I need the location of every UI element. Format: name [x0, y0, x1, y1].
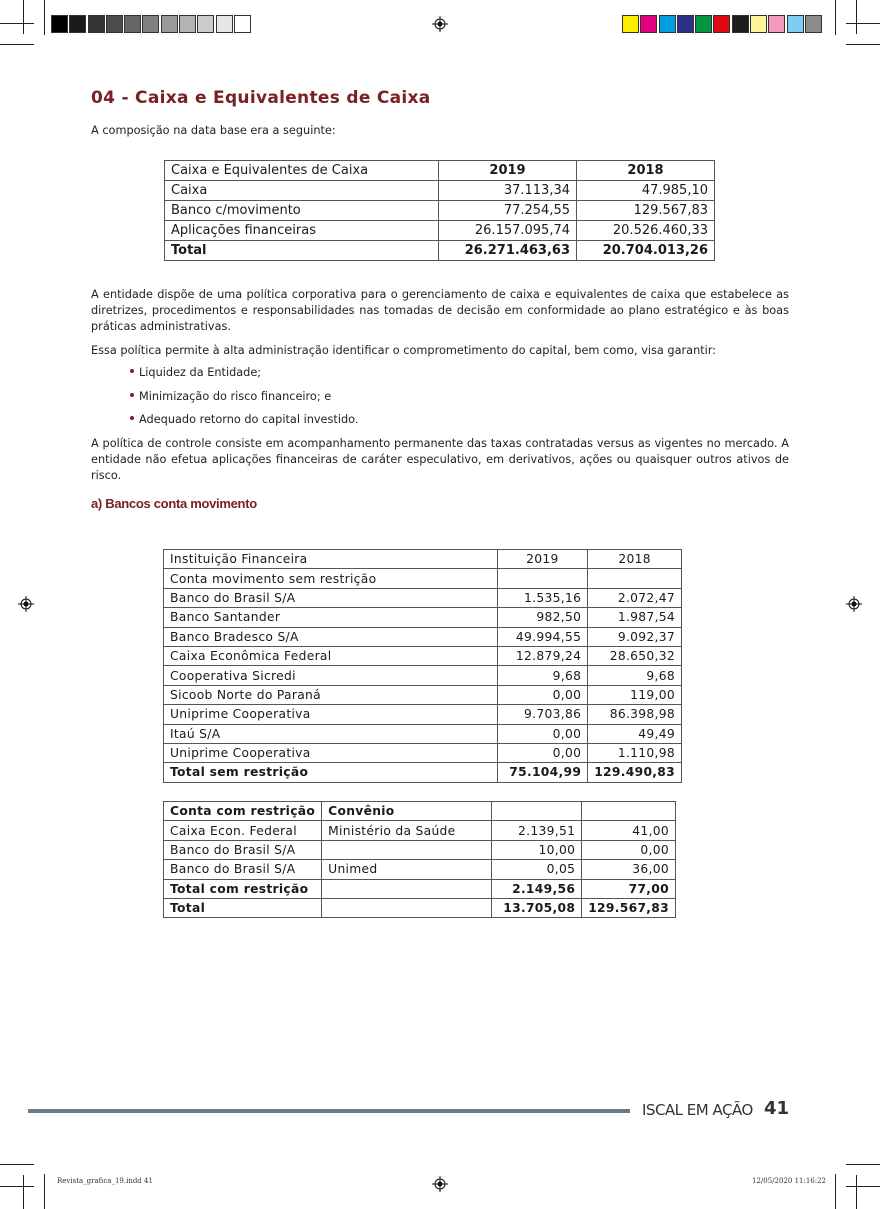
table-header-cell: Caixa e Equivalentes de Caixa: [165, 161, 439, 181]
crop-mark: [0, 23, 34, 24]
table-row: [164, 840, 676, 859]
table-row: [164, 705, 682, 724]
table-cell: 10,00: [491, 840, 581, 859]
policy-paragraph: A entidade dispõe de uma política corporativa para o gerenciamento de caixa e equivalentes de caixa que estabelece as diretrizes, procedimentos e responsabilidades nas tomadas de decisão em conformidade ao plano estratégico e às boas práticas administrativas.: [91, 288, 789, 333]
color-swatch: [640, 15, 657, 33]
color-swatch: [677, 15, 694, 33]
table-cell: 9.703,86: [497, 705, 588, 724]
table-cell: 129.490,83: [588, 763, 682, 782]
table-row: [164, 821, 676, 840]
table-cell: 1.987,54: [588, 608, 682, 627]
table-cell: 26.271.463,63: [439, 241, 577, 261]
color-bar: [622, 15, 823, 35]
table-cell: 41,00: [582, 821, 676, 840]
table-cell: [588, 569, 682, 588]
banks-table: [163, 549, 682, 783]
list-item: [130, 389, 358, 413]
table-header-cell: 2019: [439, 161, 577, 181]
table-cell: Cooperativa Sicredi: [164, 666, 498, 685]
subsection-heading: a) Bancos conta movimento: [91, 496, 257, 511]
table-cell: Uniprime Cooperativa: [164, 743, 498, 762]
table-cell: 2.072,47: [588, 588, 682, 607]
table-cell: 119,00: [588, 685, 682, 704]
list-item: [130, 412, 358, 436]
color-swatch: [659, 15, 676, 33]
list-item-text: Liquidez da Entidade;: [139, 366, 262, 379]
color-swatch: [732, 15, 749, 33]
table-row: [164, 724, 682, 743]
crop-mark: [846, 23, 880, 24]
crop-mark: [0, 1186, 34, 1187]
table-row: [164, 743, 682, 762]
table-header-cell: [491, 802, 581, 821]
table-cell: Total: [165, 241, 439, 261]
table-cell: 129.567,83: [577, 201, 715, 221]
table-row: [164, 860, 676, 879]
crop-mark: [44, 1174, 45, 1209]
table-header-cell: 2019: [497, 550, 588, 569]
table-cell: 982,50: [497, 608, 588, 627]
table-cell: 75.104,99: [497, 763, 588, 782]
crop-mark: [23, 1175, 24, 1209]
bullet-list: [130, 365, 358, 436]
registration-mark-icon: [18, 596, 34, 612]
color-swatch: [622, 15, 639, 33]
table-header-cell: 2018: [588, 550, 682, 569]
table-cell: 2.139,51: [491, 821, 581, 840]
table-header-row: [164, 550, 682, 569]
permits-paragraph: Essa política permite à alta administração identificar o comprometimento do capital, bem como, visa garantir:: [91, 344, 717, 357]
table-cell: 49,49: [588, 724, 682, 743]
table-cell: Sicoob Norte do Paraná: [164, 685, 498, 704]
table-header-cell: Conta com restrição: [164, 802, 322, 821]
table-cell: Total: [164, 898, 322, 917]
table-cell: Caixa: [165, 181, 439, 201]
table-cell: [322, 840, 492, 859]
table-cell: Uniprime Cooperativa: [164, 705, 498, 724]
table-cell: Banco do Brasil S/A: [164, 860, 322, 879]
control-paragraph: A política de controle consiste em acompanhamento permanente das taxas contratadas versus as vigentes no mercado. A entidade não efetua aplicações financeiras de caráter especulativo, em derivativos, ações ou quaisquer outros ativos de risco.: [91, 437, 789, 482]
registration-mark-icon: [432, 16, 448, 32]
section-title: 04 - Caixa e Equivalentes de Caixa: [91, 88, 431, 108]
crop-mark: [23, 0, 24, 34]
table-header-cell: Convênio: [322, 802, 492, 821]
table-cell: 49.994,55: [497, 627, 588, 646]
crop-mark: [835, 0, 836, 35]
table-cell: 0,00: [497, 743, 588, 762]
table-row: [165, 201, 715, 221]
color-swatch: [787, 15, 804, 33]
table-row: [164, 666, 682, 685]
table-cell: 47.985,10: [577, 181, 715, 201]
cash-summary-table: [164, 160, 715, 261]
table-cell: 20.526.460,33: [577, 221, 715, 241]
color-swatch: [69, 15, 86, 33]
table-cell: Itaú S/A: [164, 724, 498, 743]
color-swatch: [768, 15, 785, 33]
table-row: [164, 588, 682, 607]
table-cell: [322, 879, 492, 898]
table-header-cell: 2018: [577, 161, 715, 181]
list-item: [130, 365, 358, 389]
table-cell: Caixa Econômica Federal: [164, 646, 498, 665]
table-cell: 0,00: [497, 685, 588, 704]
table-row: [165, 181, 715, 201]
bullet-icon: [130, 416, 134, 420]
crop-mark: [0, 44, 34, 45]
table-row: [164, 646, 682, 665]
table-subtotal-row: [164, 879, 676, 898]
color-swatch: [197, 15, 214, 33]
color-swatch: [51, 15, 68, 33]
table-total-row: [164, 898, 676, 917]
table-row: [164, 685, 682, 704]
color-swatch: [161, 15, 178, 33]
slug-timestamp: 12/05/2020 11:16:22: [752, 1177, 827, 1185]
table-header-row: [165, 161, 715, 181]
color-swatch: [124, 15, 141, 33]
table-header-cell: [582, 802, 676, 821]
table-cell: Aplicações financeiras: [165, 221, 439, 241]
table-cell: 9,68: [588, 666, 682, 685]
table-cell: 0,00: [497, 724, 588, 743]
table-cell: 0,05: [491, 860, 581, 879]
table-cell: 86.398,98: [588, 705, 682, 724]
table-cell: 77,00: [582, 879, 676, 898]
color-swatch: [805, 15, 822, 33]
table-row: [164, 608, 682, 627]
table-total-row: [164, 763, 682, 782]
table-cell: 12.879,24: [497, 646, 588, 665]
table-cell: 2.149,56: [491, 879, 581, 898]
table-cell: 9.092,37: [588, 627, 682, 646]
table-cell: Banco Bradesco S/A: [164, 627, 498, 646]
crop-mark: [856, 0, 857, 34]
crop-mark: [835, 1174, 836, 1209]
restricted-accounts-table: [163, 801, 676, 918]
table-cell: Banco Santander: [164, 608, 498, 627]
table-cell: Conta movimento sem restrição: [164, 569, 498, 588]
color-swatch: [713, 15, 730, 33]
table-cell: Banco do Brasil S/A: [164, 840, 322, 859]
table-row: [164, 627, 682, 646]
bullet-icon: [130, 369, 134, 373]
crop-mark: [846, 1164, 880, 1165]
table-row: [165, 221, 715, 241]
list-item-text: Adequado retorno do capital investido.: [139, 413, 359, 426]
table-cell: Caixa Econ. Federal: [164, 821, 322, 840]
crop-mark: [44, 0, 45, 35]
table-cell: Banco c/movimento: [165, 201, 439, 221]
table-header-cell: Instituição Financeira: [164, 550, 498, 569]
table-cell: Ministério da Saúde: [322, 821, 492, 840]
table-cell: Total com restrição: [164, 879, 322, 898]
table-cell: 0,00: [582, 840, 676, 859]
table-cell: 77.254,55: [439, 201, 577, 221]
table-cell: Banco do Brasil S/A: [164, 588, 498, 607]
table-group-row: [164, 569, 682, 588]
crop-mark: [856, 1175, 857, 1209]
table-cell: 26.157.095,74: [439, 221, 577, 241]
table-cell: Total sem restrição: [164, 763, 498, 782]
color-swatch: [106, 15, 123, 33]
table-cell: [497, 569, 588, 588]
footer-rule: [28, 1109, 630, 1113]
bullet-icon: [130, 393, 134, 397]
color-swatch: [142, 15, 159, 33]
table-header-row: [164, 802, 676, 821]
color-swatch: [179, 15, 196, 33]
slug-file-info: Revista_grafica_19.indd 41: [57, 1177, 153, 1185]
table-cell: 129.567,83: [582, 898, 676, 917]
table-cell: 20.704.013,26: [577, 241, 715, 261]
table-cell: 37.113,34: [439, 181, 577, 201]
table-cell: 36,00: [582, 860, 676, 879]
table-cell: 13.705,08: [491, 898, 581, 917]
table-cell: 28.650,32: [588, 646, 682, 665]
color-swatch: [88, 15, 105, 33]
intro-text: A composição na data base era a seguinte:: [91, 124, 336, 137]
list-item-text: Minimização do risco financeiro; e: [139, 389, 332, 403]
page-number: 41: [764, 1098, 790, 1119]
color-swatch: [234, 15, 251, 33]
table-cell: 1.110,98: [588, 743, 682, 762]
footer-brand: ISCAL EM AÇÃO: [642, 1101, 753, 1119]
crop-mark: [0, 1164, 34, 1165]
registration-mark-icon: [846, 596, 862, 612]
color-swatch: [750, 15, 767, 33]
table-cell: 1.535,16: [497, 588, 588, 607]
color-swatch: [216, 15, 233, 33]
grayscale-bar: [51, 15, 252, 35]
table-cell: 9,68: [497, 666, 588, 685]
registration-mark-icon: [432, 1176, 448, 1192]
table-total-row: [165, 241, 715, 261]
color-swatch: [695, 15, 712, 33]
crop-mark: [846, 1186, 880, 1187]
table-cell: [322, 898, 492, 917]
crop-mark: [846, 44, 880, 45]
table-cell: Unimed: [322, 860, 492, 879]
